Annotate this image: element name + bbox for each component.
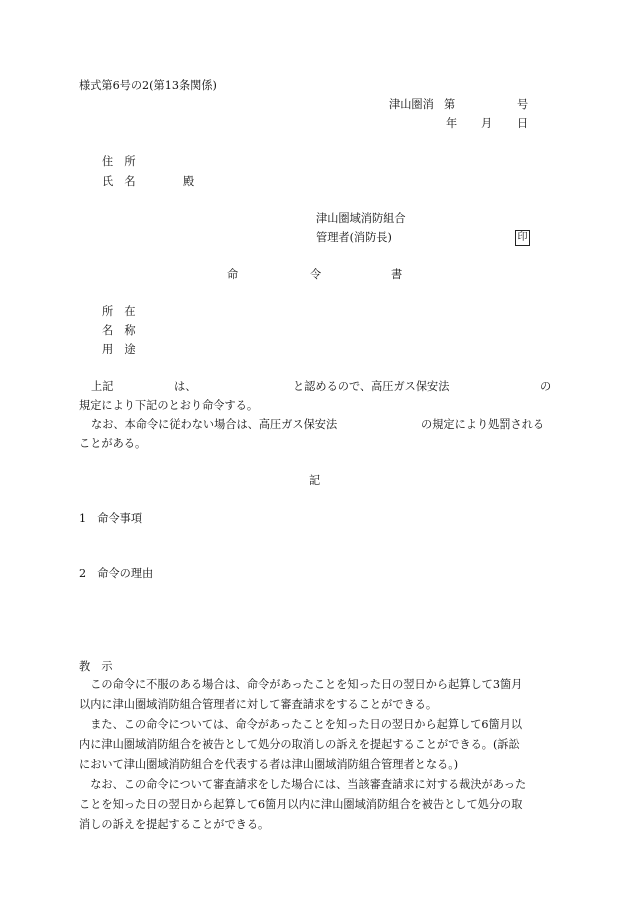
doc-number-dai: 第 — [444, 98, 456, 111]
notice-text — [79, 675, 553, 835]
seal-mark: 印 — [515, 230, 530, 246]
honorific: 殿 — [183, 175, 195, 188]
body-p1-d: の — [540, 380, 552, 393]
body-p1-line2: 規定により下記のとおり命令する。 — [79, 399, 259, 412]
doc-number-go: 号 — [517, 98, 529, 111]
body-p1-c: と認めるので、高圧ガス保安法 — [293, 380, 450, 393]
notice-line: 消しの訴えを提起することができる。 — [79, 818, 270, 831]
notice-line: なお、この命令について審査請求をした場合には、当該審査請求に対する裁決があった — [79, 778, 527, 791]
notice-line: において津山圏域消防組合を代表する者は津山圏域消防組合管理者となる。) — [79, 758, 459, 771]
notice-line: また、この命令については、命令があったことを知った日の翌日から起算して6箇月以 — [79, 718, 523, 731]
name-label: 氏 名 — [102, 175, 136, 188]
ki-marker: 記 — [309, 474, 321, 487]
use-label: 用 途 — [102, 343, 136, 356]
date-day: 日 — [517, 117, 529, 130]
title-char-1: 命 — [227, 268, 239, 281]
section-order-reason: 2 命令の理由 — [79, 567, 154, 580]
notice-heading: 教 示 — [79, 660, 113, 673]
location-label: 所 在 — [102, 305, 136, 318]
address-label: 住 所 — [102, 155, 136, 168]
doc-number-prefix: 津山圏消 — [389, 98, 434, 111]
notice-line: ことを知った日の翌日から起算して6箇月以内に津山圏域消防組合を被告として処分の取 — [79, 798, 523, 811]
issuer-organization: 津山圏域消防組合 — [316, 212, 406, 225]
title-char-2: 令 — [310, 268, 322, 281]
body-p1-a: 上記 — [91, 380, 114, 393]
body-p2-line2: ことがある。 — [79, 437, 147, 450]
notice-line: この命令に不服のある場合は、命令があったことを知った日の翌日から起算して3箇月 — [79, 678, 523, 691]
body-p2-b: の規定により処罰される — [421, 418, 545, 431]
date-month: 月 — [481, 117, 493, 130]
date-year: 年 — [446, 117, 458, 130]
notice-line: 以内に津山圏域消防組合管理者に対して審査請求をすることができる。 — [79, 698, 438, 711]
body-p2-a: なお、本命令に従わない場合は、高圧ガス保安法 — [91, 418, 338, 431]
notice-line: 内に津山圏域消防組合を被告として処分の取消しの訴えを提起することができる。(訴訟 — [79, 738, 520, 751]
property-name-label: 名 称 — [102, 324, 136, 337]
issuer-title: 管理者(消防長) — [316, 231, 392, 244]
title-char-3: 書 — [391, 268, 403, 281]
section-order-items: 1 命令事項 — [79, 512, 143, 525]
form-label: 様式第6号の2(第13条関係) — [79, 79, 217, 92]
body-p1-b: は、 — [174, 380, 197, 393]
